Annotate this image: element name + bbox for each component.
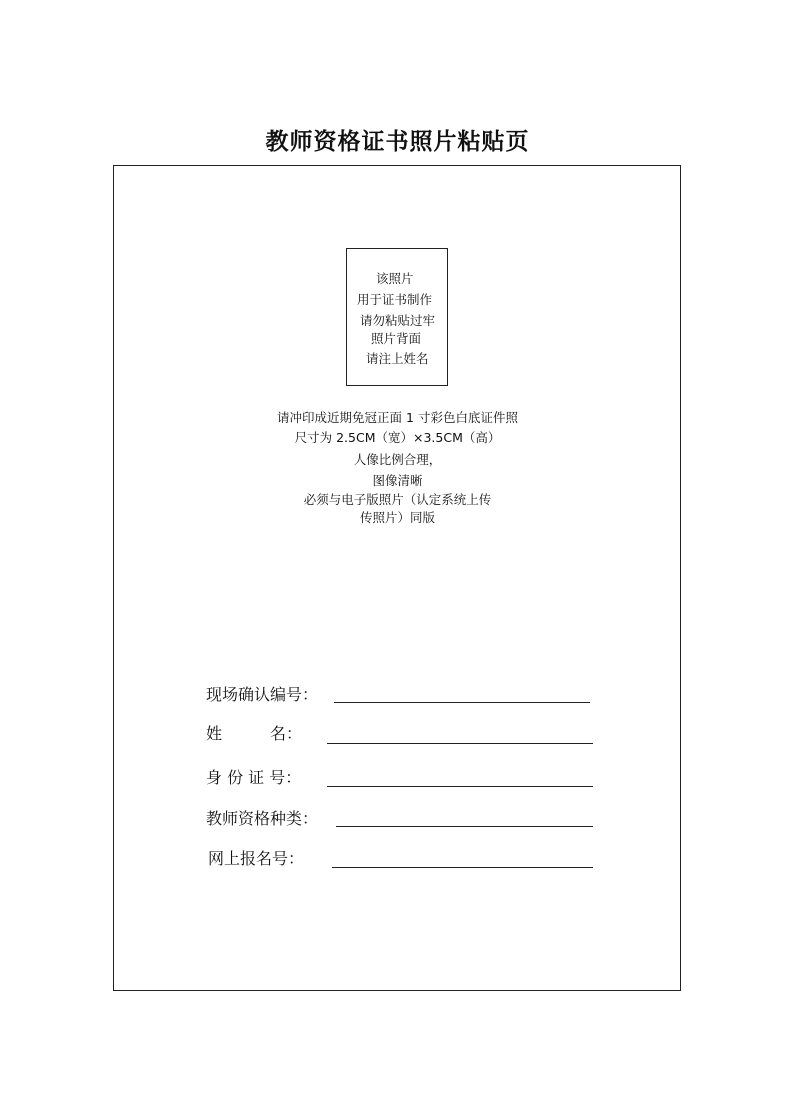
photo-requirement-line: 请冲印成近期免冠正面 1 寸彩色白底证件照 (277, 410, 518, 425)
photo-note-line: 请勿粘贴过牢 (360, 313, 436, 328)
registration-number-blank[interactable] (332, 867, 593, 868)
photo-requirement-line: 传照片）同版 (359, 510, 435, 525)
photo-note-line: 照片背面 (371, 331, 422, 346)
id-number-blank[interactable] (327, 786, 593, 787)
page-title: 教师资格证书照片粘贴页 (265, 129, 530, 155)
photo-requirement-line: 人像比例合理， (353, 452, 442, 467)
photo-note-line: 用于证书制作 (357, 292, 433, 307)
field-label-confirmation-number: 现场确认编号： (206, 685, 319, 704)
qualification-type-blank[interactable] (336, 826, 593, 827)
photo-requirement-line: 图像清晰 (372, 473, 423, 488)
name-blank[interactable] (327, 743, 593, 744)
field-label-id-number: 身 份 证 号： (206, 768, 302, 787)
photo-note-line: 请注上姓名 (366, 351, 429, 366)
confirmation-number-blank[interactable] (334, 702, 590, 703)
photo-requirement-line: 必须与电子版照片（认定系统上传 (303, 492, 492, 507)
photo-requirement-line: 尺寸为 2.5CM（宽）×3.5CM（高） (294, 430, 501, 445)
field-label-registration-number: 网上报名号： (208, 849, 305, 868)
field-label-qualification-type: 教师资格种类： (206, 809, 319, 828)
photo-note-line: 该照片 (376, 271, 414, 286)
field-label-name: 姓 名： (206, 724, 303, 743)
